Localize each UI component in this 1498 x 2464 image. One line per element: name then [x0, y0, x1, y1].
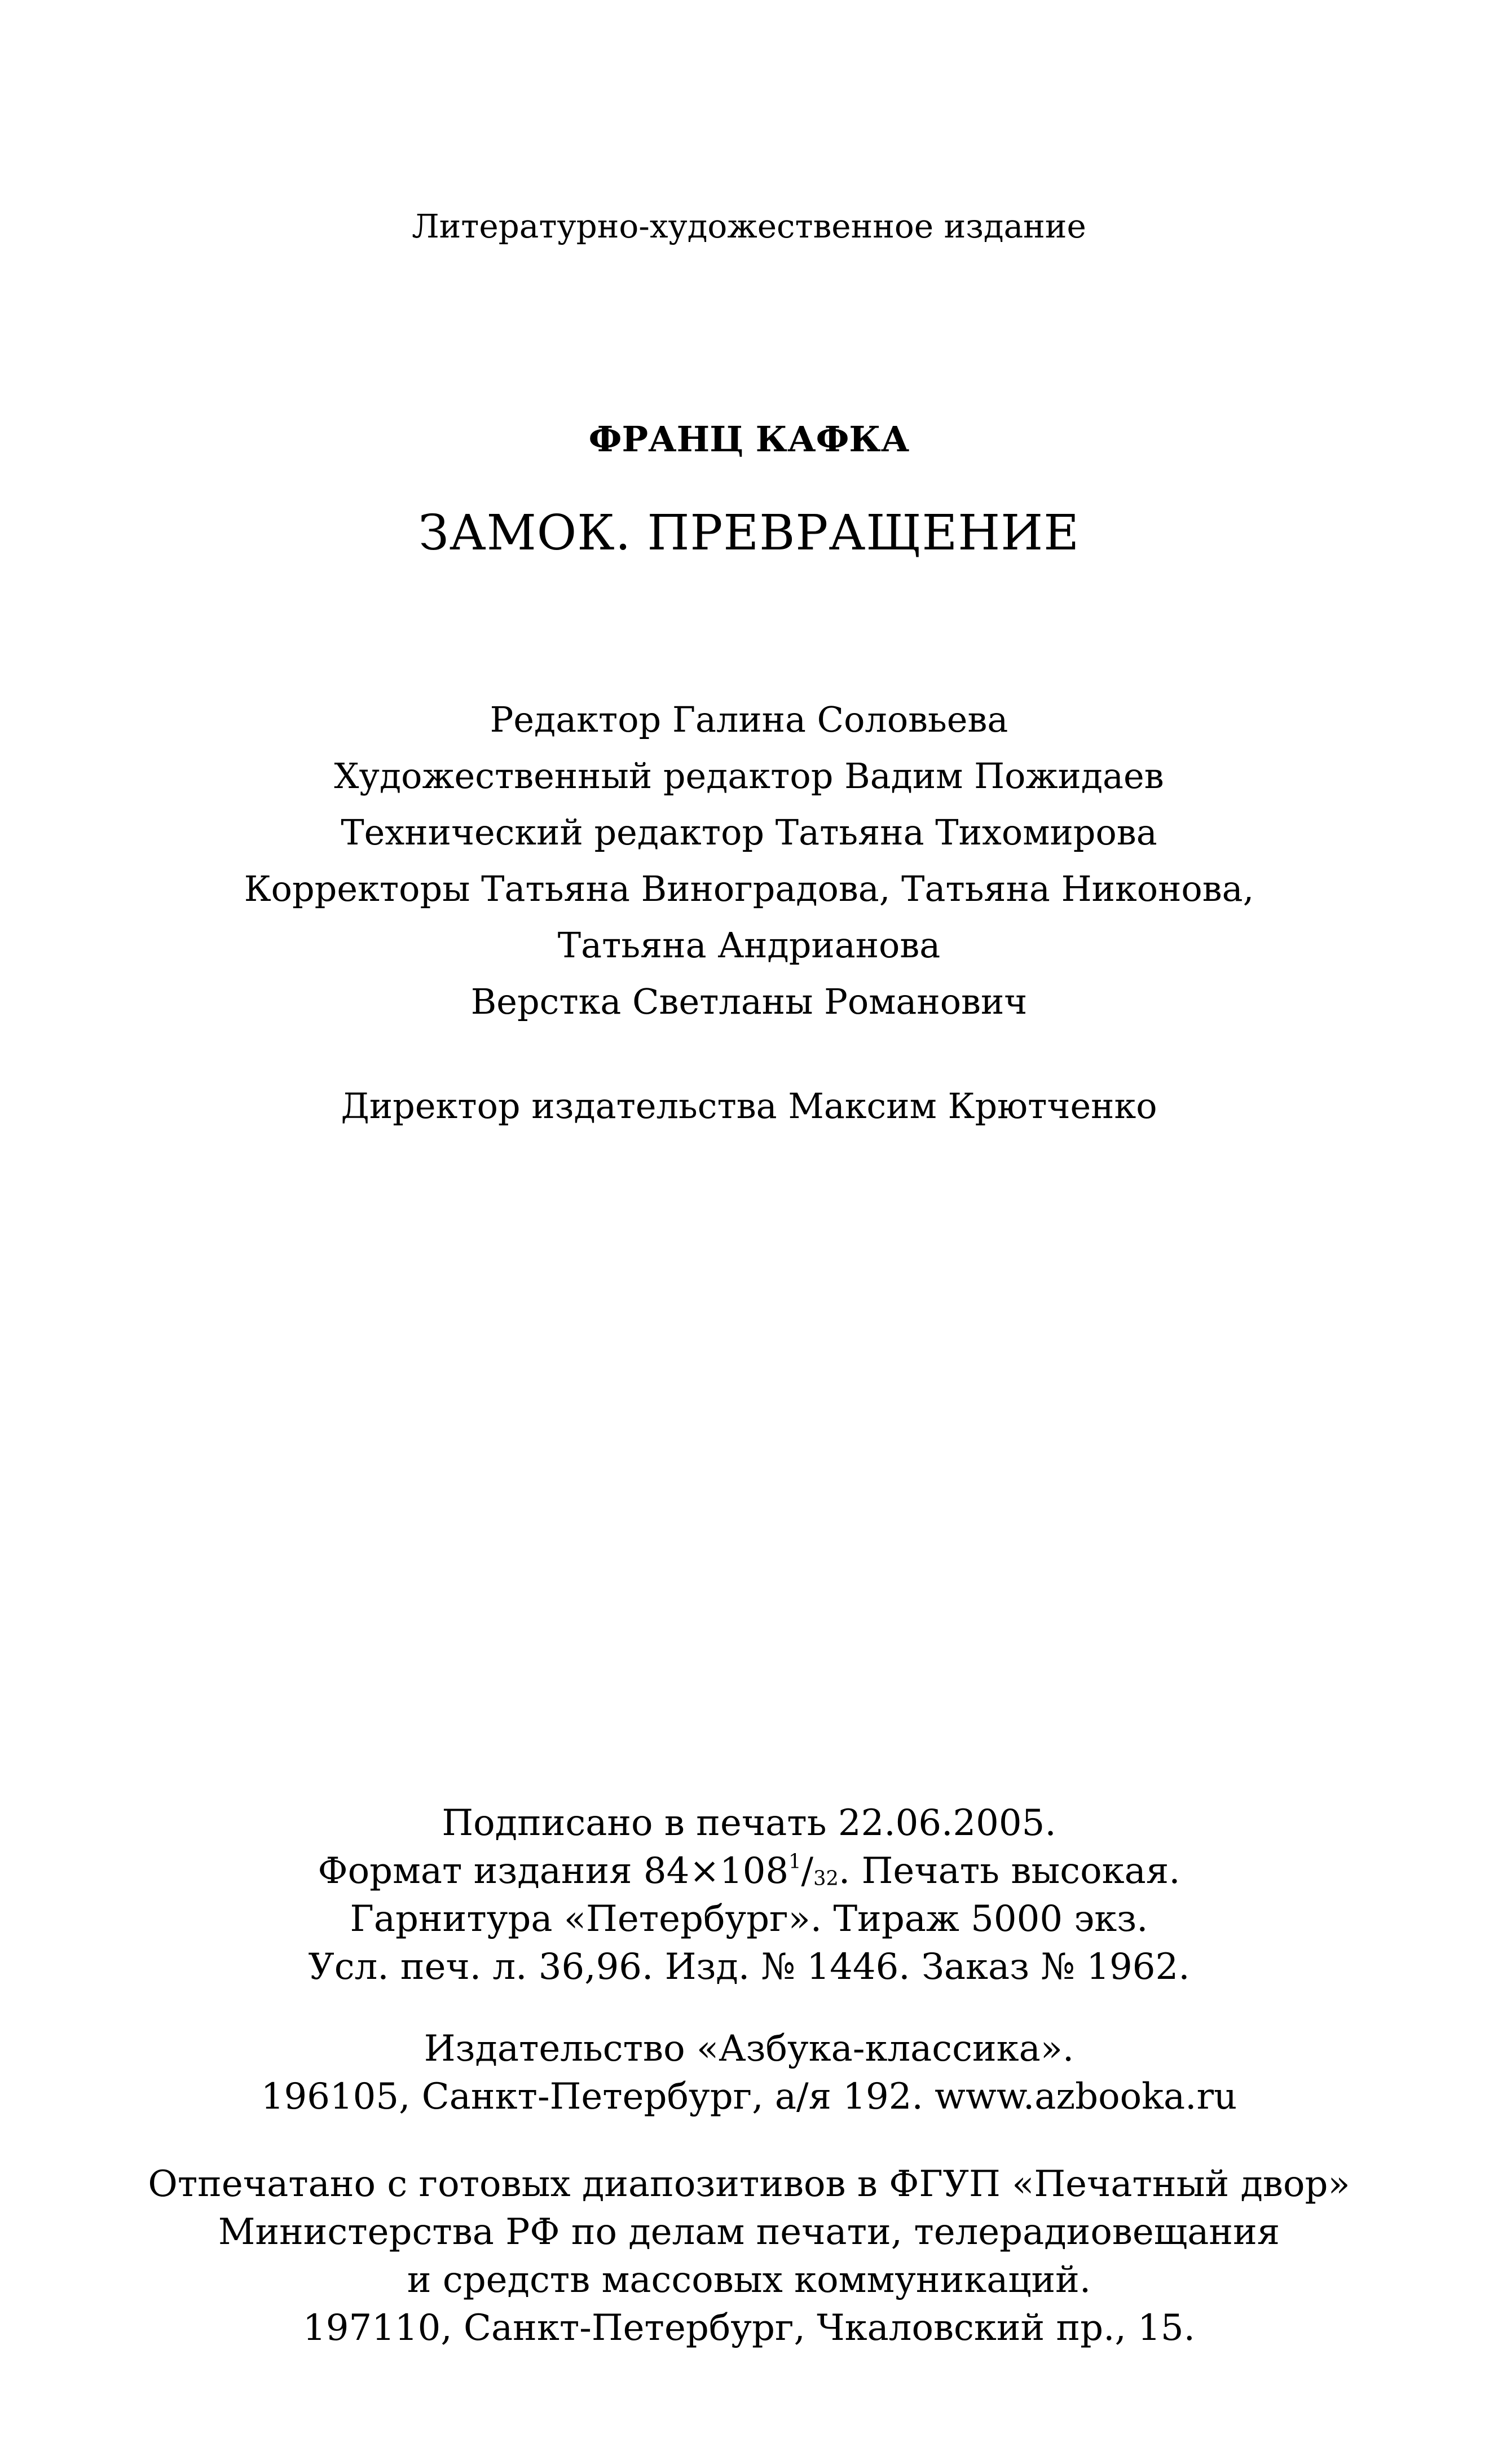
imprint-signed: Подписано в печать 22.06.2005.	[442, 1802, 1056, 1844]
printer-line-3: и средств массовых коммуникаций.	[407, 2259, 1091, 2301]
credit-editor: Редактор Галина Соловьева	[490, 699, 1008, 740]
edition-type: Литературно-художественное издание	[412, 207, 1086, 245]
credit-director: Директор издательства Максим Крютченко	[341, 1085, 1157, 1127]
imprint-format-numerator: 1	[788, 1850, 801, 1873]
imprint-format-prefix: Формат издания 84×108	[318, 1850, 789, 1892]
printer-line-1: Отпечатано с готовых диапозитивов в ФГУП «Печатный двор»	[148, 2163, 1350, 2205]
credit-proofreaders: Корректоры Татьяна Виноградова, Татьяна Никонова,	[244, 868, 1254, 909]
credit-layout: Верстка Светланы Романович	[470, 981, 1028, 1022]
author-name: ФРАНЦ КАФКА	[588, 419, 910, 460]
printer-line-2: Министерства РФ по делам печати, телерадиовещания	[218, 2211, 1280, 2253]
book-title: ЗАМОК. ПРЕВРАЩЕНИЕ	[418, 505, 1080, 561]
publisher-address: 196105, Санкт-Петербург, а/я 192. www.azbooka.ru	[261, 2076, 1237, 2118]
imprint-format	[0, 1850, 1498, 1892]
credit-art-editor: Художественный редактор Вадим Пожидаев	[334, 755, 1164, 797]
imprint-typeface: Гарнитура «Петербург». Тираж 5000 экз.	[350, 1898, 1148, 1940]
imprint-sheets: Усл. печ. л. 36,96. Изд. № 1446. Заказ № 1962.	[308, 1946, 1190, 1988]
publisher-name: Издательство «Азбука-классика».	[424, 2028, 1074, 2070]
imprint-format-slash: /	[801, 1850, 814, 1892]
printer-address: 197110, Санкт-Петербург, Чкаловский пр., 15.	[303, 2307, 1195, 2349]
imprint-format-suffix: . Печать высокая.	[838, 1850, 1180, 1892]
imprint-format-denominator: 32	[813, 1867, 839, 1890]
credit-technical-editor: Технический редактор Татьяна Тихомирова	[341, 812, 1157, 853]
credit-proofreaders-cont: Татьяна Андрианова	[557, 925, 941, 966]
